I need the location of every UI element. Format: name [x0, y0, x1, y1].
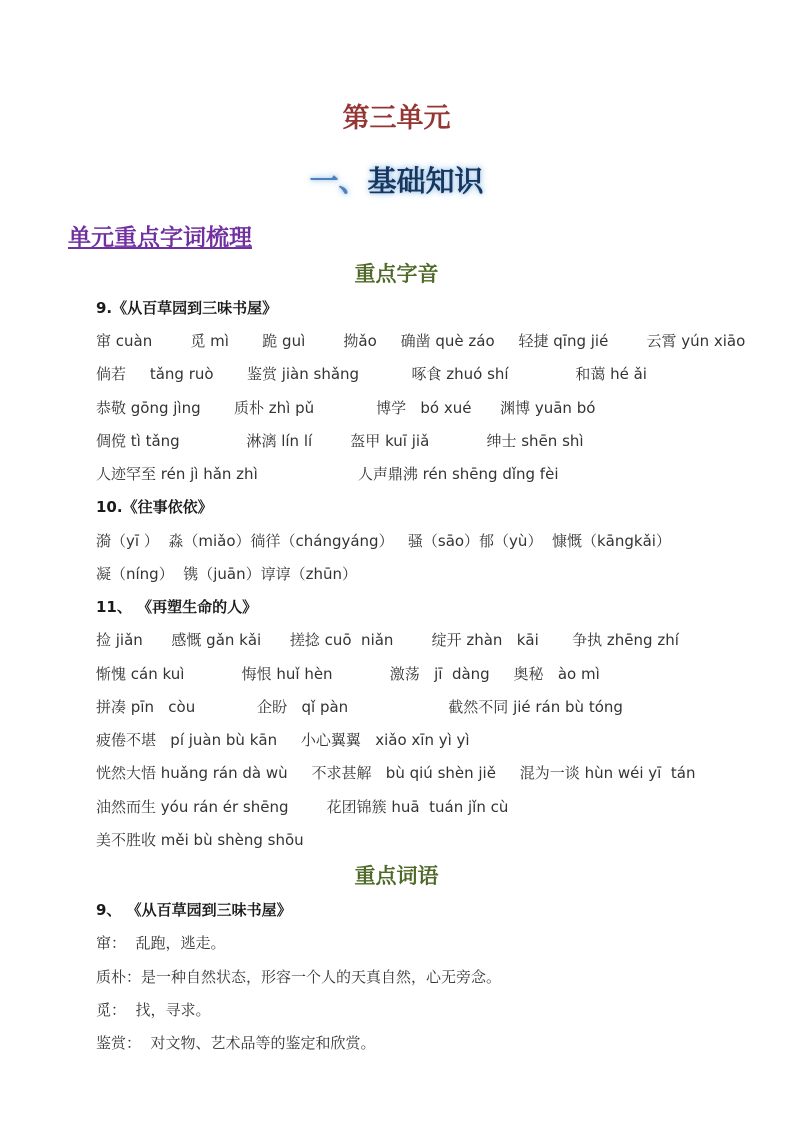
pronunciation-groups — [0, 300, 793, 849]
vocab-line: 窜 cuàn 觅 mì 跪 guì 拗ǎo 确凿 què záo 轻捷 qīng jié 云霄 yún xiāo — [96, 332, 746, 351]
vocab-line: 恭敬 gōng jìng 质朴 zhì pǔ 博学 bó xué 渊博 yuān bó — [96, 398, 596, 417]
vocab-line: 拼凑 pīn còu 企盼 qǐ pàn 截然不同 jié rán bù tóng — [96, 697, 623, 716]
unit-title: 第三单元 — [342, 103, 451, 133]
section-title: 基础知识 — [367, 166, 484, 199]
vocab-line: 捡 jiǎn 感慨 gǎn kǎi 搓捻 cuō niǎn 绽开 zhàn kāi 争执 zhēng zhí — [96, 631, 679, 650]
vocab-line: 惭愧 cán kuì 悔恨 huǐ hèn 激荡 jī dàng 奥秘 ào mì — [96, 664, 600, 683]
vocab-line: 油然而生 yóu rán ér shēng 花团锦簇 huā tuán jǐn cù — [96, 797, 509, 816]
subheading: 单元重点字词梳理 — [68, 225, 252, 251]
pronunciation-section — [0, 263, 793, 849]
section-number: 一、 — [309, 166, 368, 199]
section-heading — [0, 166, 793, 199]
vocab-line: 质朴：是一种自然状态，形容一个人的天真自然，心无旁念。 — [96, 967, 502, 986]
vocab-line: 窜： 乱跑，逃走。 — [96, 934, 226, 953]
vocab-line: 人迹罕至 rén jì hǎn zhì 人声鼎沸 rén shēng dǐng fèi — [96, 465, 559, 484]
glossary-groups — [0, 902, 793, 1052]
vocab-line: 恍然大悟 huǎng rán dà wù 不求甚解 bù qiú shèn jiě 混为一谈 hùn wéi yī tán — [96, 764, 696, 783]
lesson-title: 9.《从百草园到三味书屋》 — [96, 298, 278, 317]
vocab-line: 凝（níng） 镌（juān）谆谆（zhūn） — [96, 564, 358, 583]
vocab-line: 觅： 找，寻求。 — [96, 1000, 211, 1019]
pronunciation-heading: 重点字音 — [354, 261, 439, 286]
vocab-line: 鉴赏： 对文物、艺术品等的鉴定和欣赏。 — [96, 1034, 376, 1053]
glossary-section — [0, 865, 793, 1052]
vocab-line: 倜傥 tì tǎng 淋漓 lín lí 盔甲 kuī jiǎ 绅士 shēn shì — [96, 431, 584, 450]
vocab-line: 疲倦不堪 pí juàn bù kān 小心翼翼 xiǎo xīn yì yì — [96, 731, 470, 750]
vocab-line: 美不胜收 měi bù shèng shōu — [96, 830, 304, 849]
glossary-heading: 重点词语 — [354, 864, 439, 889]
vocab-line: 漪（yī ） 淼（miǎo）徜徉（chángyáng） 骚（sāo）郁（yù） 慷慨（kāngkǎi） — [96, 531, 671, 550]
lesson-title: 9、 《从百草园到三味书屋》 — [96, 901, 292, 920]
lesson-title: 11、 《再塑生命的人》 — [96, 598, 258, 617]
vocab-line: 倘若 tǎng ruò 鉴赏 jiàn shǎng 啄食 zhuó shí 和蔼 hé ǎi — [96, 365, 647, 384]
lesson-title: 10.《往事依依》 — [96, 498, 213, 517]
